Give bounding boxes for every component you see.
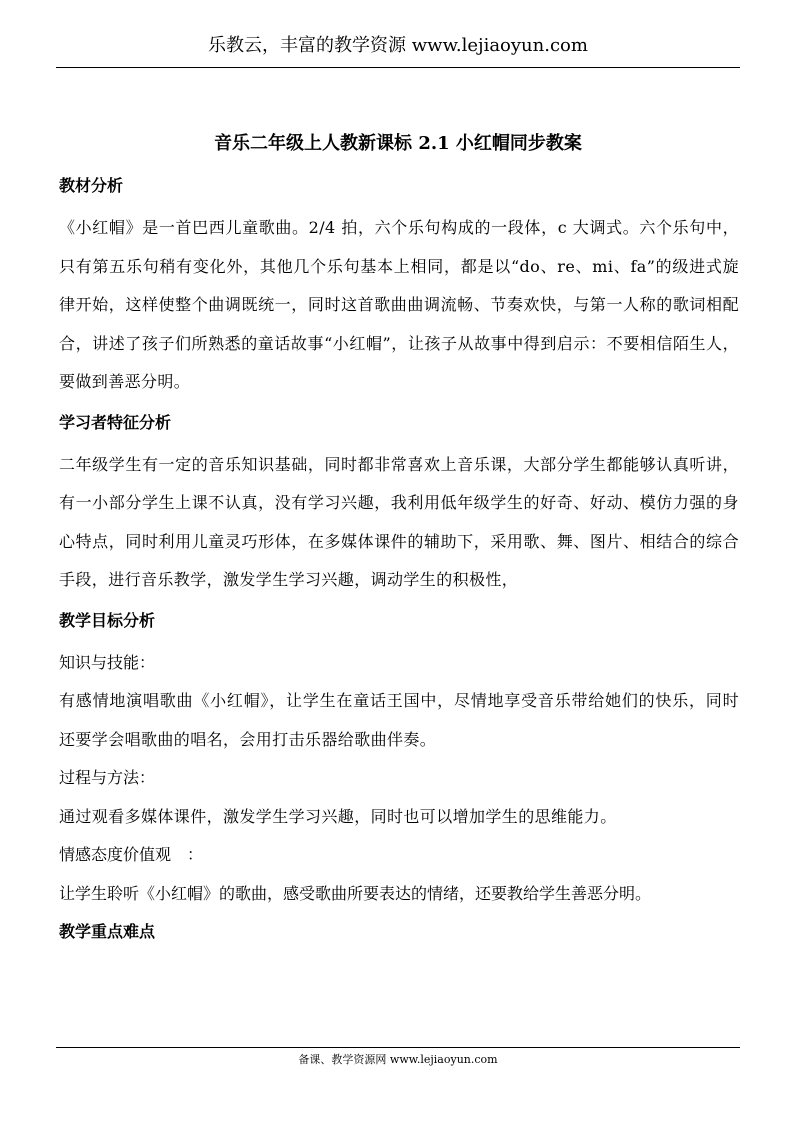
objective-emotion-text: 让学生聆听《小红帽》的歌曲，感受歌曲所要表达的情绪，还要教给学生善恶分明。 (59, 883, 652, 903)
objective-emotion-label: 情感态度价值观 ： (59, 845, 204, 864)
objective-knowledge-label: 知识与技能： (59, 652, 156, 672)
footer-divider (56, 1047, 740, 1048)
section-heading-objectives: 教学目标分析 (59, 610, 156, 630)
section-text-material: 《小红帽》是一首巴西儿童歌曲。2/4 拍，六个乐句构成的一段体，c 大调式。六个乐句中，只有第五乐句稍有变化外，其他几个乐句基本上相同，都是以“do、re、mi、fa”的级进式旋律开始，这样使整个曲调既统一，同时这首歌曲曲调流畅、节奏欢快，与第一人称的歌词相配合，讲述了孩子们所熟悉的童话故事“小红帽”，让孩子从故事中得到启示：不要相信陌生人，要做到善恶分明。 (59, 218, 739, 391)
objective-process-label: 过程与方法： (59, 768, 156, 787)
document-title: 音乐二年级上人教新课标 2.1 小红帽同步教案 (214, 133, 582, 154)
section-text-learner: 二年级学生有一定的音乐知识基础，同时都非常喜欢上音乐课，大部分学生都能够认真听讲，有一小部分学生上课不认真，没有学习兴趣，我利用低年级学生的好奇、好动、模仿力强的身心特点，同时利用儿童灵巧形体，在多媒体课件的辅助下，采用歌、舞、图片、相结合的综合手段，进行音乐教学，激发学生学习兴趣，调动学生的积极性， (59, 454, 739, 589)
section-heading-key-points: 教学重点难点 (59, 922, 156, 941)
objective-knowledge-text: 有感情地演唱歌曲《小红帽》，让学生在童话王国中，尽情地享受音乐带给她们的快乐，同时还要学会唱歌曲的唱名，会用打击乐器给歌曲伴奏。 (59, 691, 739, 749)
objective-process-text: 通过观看多媒体课件，激发学生学习兴趣，同时也可以增加学生的思维能力。 (59, 806, 617, 826)
page-header: 乐教云，丰富的教学资源 www.lejiaoyun.com (208, 35, 588, 56)
section-heading-material: 教材分析 (59, 176, 124, 195)
header-divider (56, 67, 740, 68)
document-body (59, 171, 739, 955)
section-heading-learner: 学习者特征分析 (59, 412, 172, 432)
page-footer: 备课、教学资源网 www.lejiaoyun.com (298, 1053, 498, 1066)
